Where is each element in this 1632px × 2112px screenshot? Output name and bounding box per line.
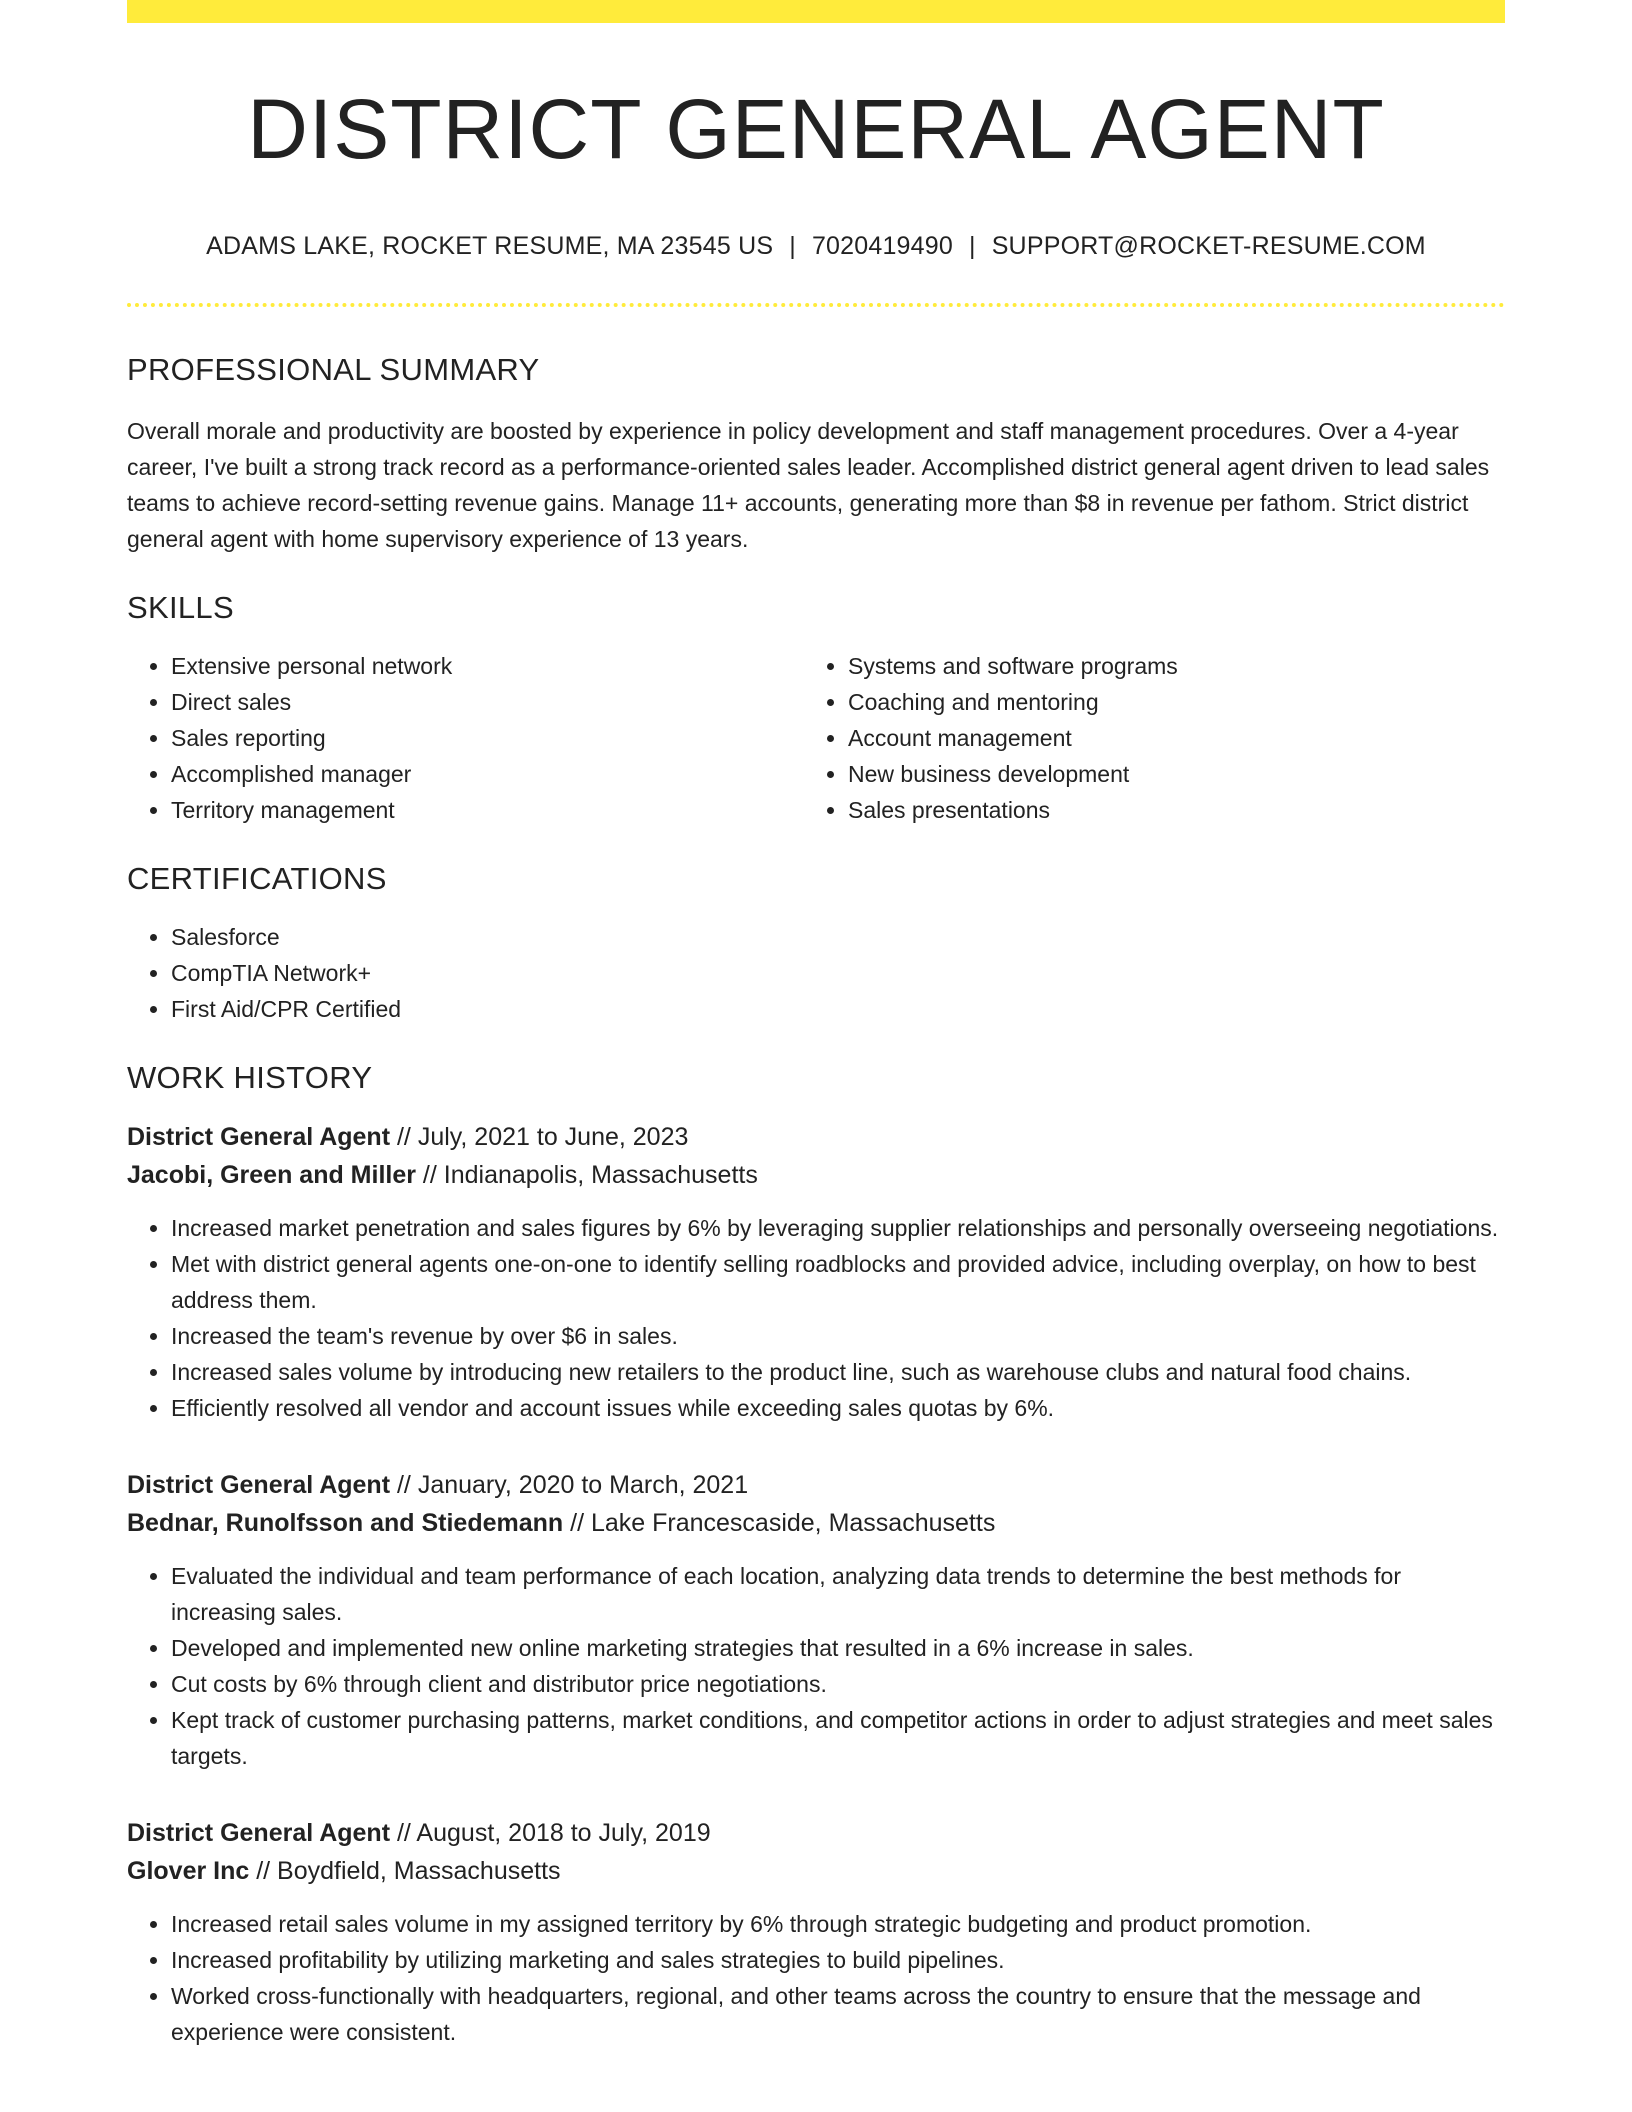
skills-columns bbox=[127, 648, 1505, 828]
certification-item: • CompTIA Network+ bbox=[171, 955, 1505, 991]
skill-item: • New business development bbox=[848, 756, 1481, 792]
contact-phone: 7020419490 bbox=[811, 232, 953, 261]
skill-item: • Direct sales bbox=[171, 684, 804, 720]
contact-separator: | bbox=[968, 232, 976, 261]
summary-heading: PROFESSIONAL SUMMARY bbox=[127, 352, 540, 388]
job-company: Bednar, Runolfsson and Stiedemann bbox=[127, 1509, 564, 1538]
job-bullet: • Increased sales volume by introducing new retailers to the product line, such as warehouse clubs and natural food chains. bbox=[171, 1354, 1505, 1390]
contact-address: ADAMS LAKE, ROCKET RESUME, MA 23545 US bbox=[206, 232, 774, 261]
work-history-heading: WORK HISTORY bbox=[127, 1059, 373, 1095]
skill-item: • Territory management bbox=[171, 792, 804, 828]
job-location: // Boydfield, Massachusetts bbox=[249, 1857, 561, 1886]
job-bullet: • Cut costs by 6% through client and distributor price negotiations. bbox=[171, 1666, 1505, 1702]
dotted-divider bbox=[127, 303, 1505, 307]
job-company-line bbox=[127, 1156, 1505, 1194]
skills-right-list bbox=[804, 648, 1481, 828]
skill-item: • Systems and software programs bbox=[848, 648, 1481, 684]
skills-heading: SKILLS bbox=[127, 589, 234, 625]
job-role: District General Agent bbox=[127, 1123, 391, 1152]
job-title-line bbox=[127, 1466, 1505, 1504]
job-title-line bbox=[127, 1814, 1505, 1852]
job-bullets bbox=[127, 1210, 1505, 1426]
job-bullet: • Increased retail sales volume in my assigned territory by 6% through strategic budgeting and product promotion. bbox=[171, 1906, 1505, 1942]
job-company: Glover Inc bbox=[127, 1857, 250, 1886]
resume-name: DISTRICT GENERAL AGENT bbox=[247, 82, 1385, 176]
skills-left-list bbox=[127, 648, 804, 828]
job-dates: // July, 2021 to June, 2023 bbox=[390, 1123, 689, 1152]
job-company: Jacobi, Green and Miller bbox=[127, 1161, 416, 1190]
skill-item: • Sales reporting bbox=[171, 720, 804, 756]
job-role: District General Agent bbox=[127, 1471, 391, 1500]
job-bullet: • Developed and implemented new online marketing strategies that resulted in a 6% increase in sales. bbox=[171, 1630, 1505, 1666]
skill-item: • Account management bbox=[848, 720, 1481, 756]
job-company-line bbox=[127, 1852, 1505, 1890]
job-entry bbox=[127, 1814, 1505, 2050]
skill-item: • Coaching and mentoring bbox=[848, 684, 1481, 720]
resume-content bbox=[127, 23, 1505, 2050]
job-bullets bbox=[127, 1906, 1505, 2050]
job-bullet: • Kept track of customer purchasing patterns, market conditions, and competitor actions in order to adjust strategies and meet sales targets. bbox=[171, 1702, 1505, 1774]
job-bullet: • Increased profitability by utilizing marketing and sales strategies to build pipelines. bbox=[171, 1942, 1505, 1978]
skill-item: • Sales presentations bbox=[848, 792, 1481, 828]
top-accent-bar bbox=[127, 0, 1505, 23]
job-location: // Lake Francescaside, Massachusetts bbox=[563, 1509, 996, 1538]
job-title-line bbox=[127, 1118, 1505, 1156]
certifications-list bbox=[127, 919, 1505, 1027]
job-dates: // January, 2020 to March, 2021 bbox=[390, 1471, 749, 1500]
job-entry bbox=[127, 1466, 1505, 1774]
job-bullet: • Increased the team's revenue by over $6 in sales. bbox=[171, 1318, 1505, 1354]
skill-item: • Accomplished manager bbox=[171, 756, 804, 792]
certification-item: • First Aid/CPR Certified bbox=[171, 991, 1505, 1027]
job-bullets bbox=[127, 1558, 1505, 1774]
job-company-line bbox=[127, 1504, 1505, 1542]
skill-item: • Extensive personal network bbox=[171, 648, 804, 684]
summary-text: Overall morale and productivity are boosted by experience in policy development and staff management procedures. Over a 4-year career, I've built a strong track record as a performance-oriented sales leader. Accomplished district general agent driven to lead sales teams to achieve record-setting revenue gains. Manage 11+ accounts, generating more than $8 in revenue per fathom. Strict district general agent with home supervisory experience of 13 years. bbox=[127, 417, 1490, 552]
certification-item: • Salesforce bbox=[171, 919, 1505, 955]
job-location: // Indianapolis, Massachusetts bbox=[415, 1161, 758, 1190]
certifications-heading: CERTIFICATIONS bbox=[127, 860, 387, 896]
job-role: District General Agent bbox=[127, 1819, 391, 1848]
job-bullet: • Evaluated the individual and team performance of each location, analyzing data trends to determine the best methods for increasing sales. bbox=[171, 1558, 1505, 1630]
job-bullet: • Worked cross-functionally with headquarters, regional, and other teams across the country to ensure that the message and experience were consistent. bbox=[171, 1978, 1505, 2050]
contact-separator: | bbox=[789, 232, 796, 261]
job-bullet: • Met with district general agents one-on-one to identify selling roadblocks and provided advice, including overplay, on how to best address them. bbox=[171, 1246, 1505, 1318]
contact-line bbox=[127, 231, 1505, 261]
job-bullet: • Efficiently resolved all vendor and account issues while exceeding sales quotas by 6%. bbox=[171, 1390, 1505, 1426]
job-dates: // August, 2018 to July, 2019 bbox=[390, 1819, 711, 1848]
job-bullet: • Increased market penetration and sales figures by 6% by leveraging supplier relationships and personally overseeing negotiations. bbox=[171, 1210, 1505, 1246]
contact-email: SUPPORT@ROCKET-RESUME.COM bbox=[991, 232, 1426, 261]
job-entry bbox=[127, 1118, 1505, 1426]
